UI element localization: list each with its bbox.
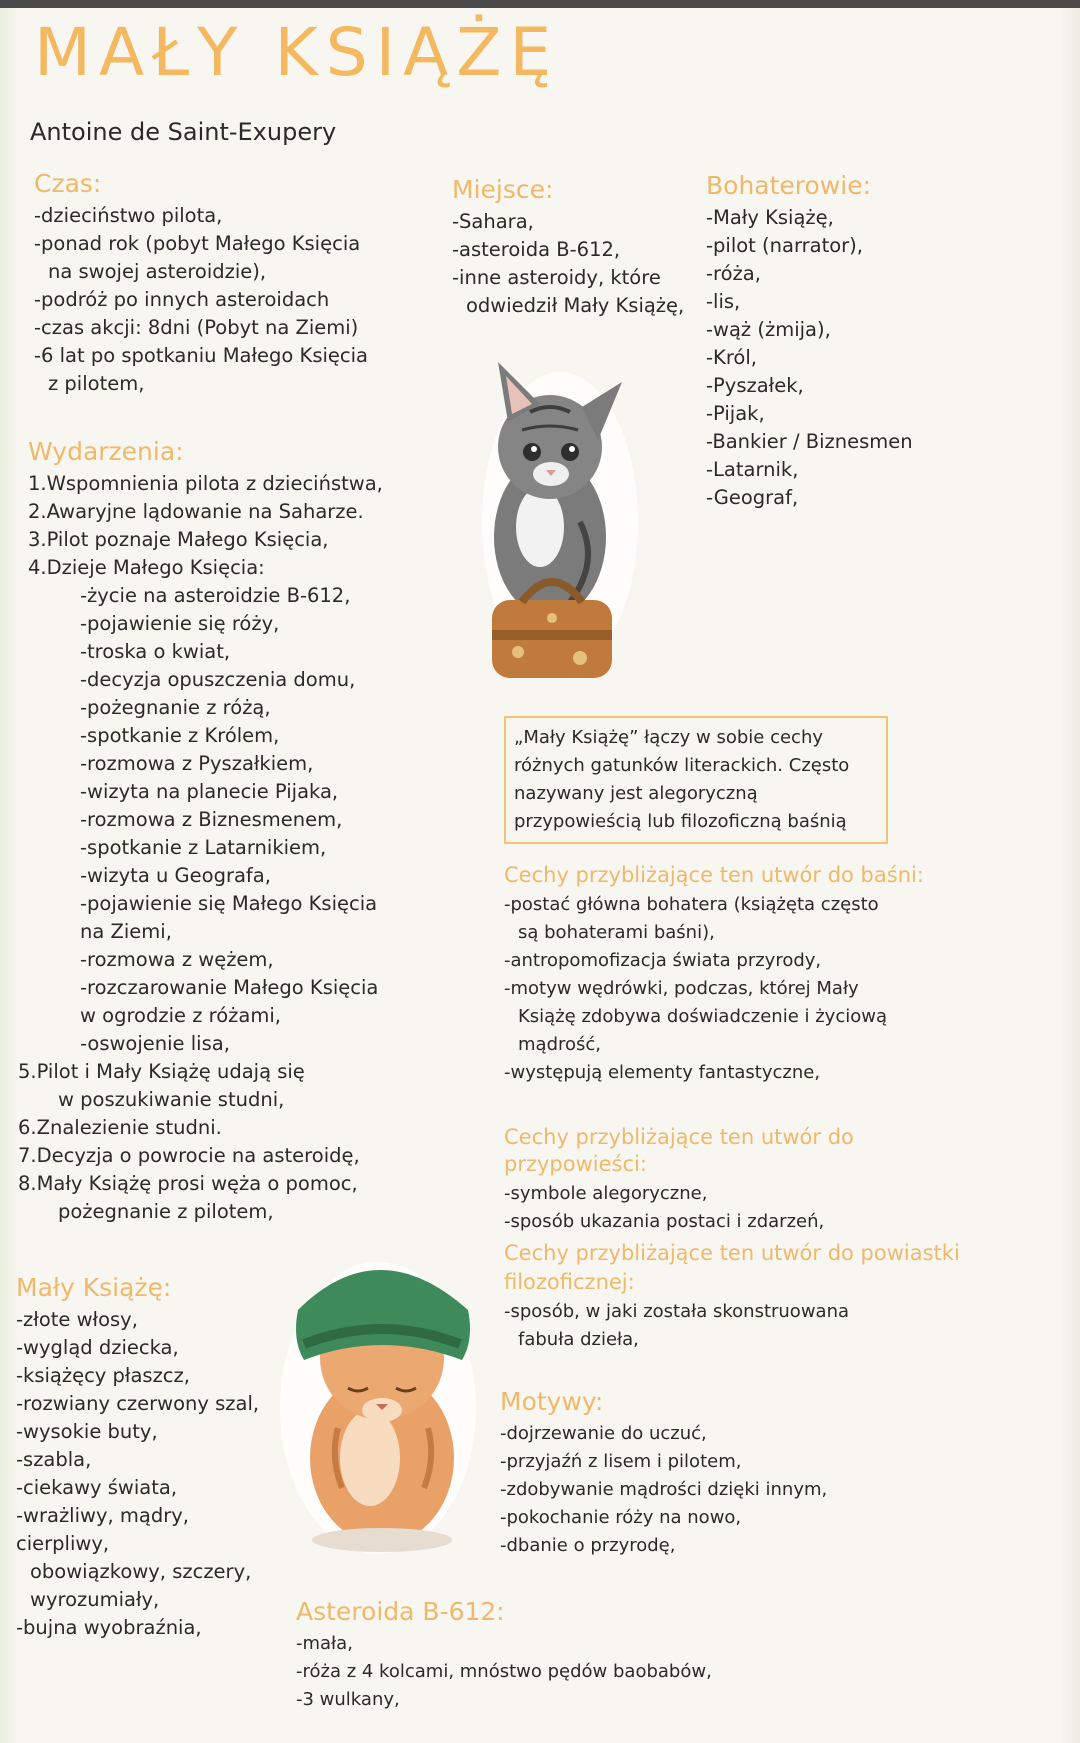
list-item: -dbanie o przyrodę, xyxy=(500,1535,676,1556)
list-item: -dojrzewanie do uczuć, xyxy=(500,1423,707,1444)
list-item: -czas akcji: 8dni (Pobyt na Ziemi) xyxy=(34,316,359,339)
heading-basn: Cechy przybliżające ten utwór do baśni: xyxy=(504,863,924,887)
heading-miejsce: Miejsce: xyxy=(452,175,554,204)
list-item: -postać główna bohatera (książęta często xyxy=(504,894,879,915)
list-item: 7.Decyzja o powrocie na asteroidę, xyxy=(18,1144,360,1167)
list-item: -podróż po innych asteroidach xyxy=(34,288,330,311)
list-item: -Pijak, xyxy=(706,402,765,425)
section-czas xyxy=(34,168,434,398)
list-powiastka xyxy=(504,1298,974,1354)
list-item: -asteroida B-612, xyxy=(452,238,621,261)
heading-maly-ksiaze: Mały Książę: xyxy=(16,1273,172,1302)
section-miejsce xyxy=(452,174,702,320)
section-bohaterowie xyxy=(706,170,966,512)
top-edge xyxy=(0,0,1080,8)
list-item: -wizyta na planecie Pijaka, xyxy=(80,780,339,803)
list-item: -Pyszałek, xyxy=(706,374,804,397)
list-item: 1.Wspomnienia pilota z dzieciństwa, xyxy=(28,472,383,495)
list-item: -pożegnanie z różą, xyxy=(80,696,271,719)
list-item: obowiązkowy, szczery, xyxy=(30,1560,252,1583)
list-item: -pilot (narrator), xyxy=(706,234,863,257)
list-item: -sposób, w jaki została skonstruowana xyxy=(504,1301,850,1322)
list-item: -przyjaźń z lisem i pilotem, xyxy=(500,1451,742,1472)
list-item: -rozmowa z Pyszałkiem, xyxy=(80,752,314,775)
list-item: -Król, xyxy=(706,346,757,369)
list-item: -rozczarowanie Małego Księcia xyxy=(80,976,379,999)
list-item: -wysokie buty, xyxy=(16,1420,158,1443)
list-item: -dzieciństwo pilota, xyxy=(34,204,223,227)
list-item: -symbole alegoryczne, xyxy=(504,1183,708,1204)
list-item: 3.Pilot poznaje Małego Księcia, xyxy=(28,528,329,551)
genre-quote-box: „Mały Książę” łączy w sobie cechy różnych gatunków literackich. Często nazywany jest alegoryczną przypowieścią lub filozoficzną baśnią xyxy=(504,716,888,844)
list-item: 2.Awaryjne lądowanie na Saharze. xyxy=(28,500,364,523)
list-item: -bujna wyobraźnia, xyxy=(16,1616,202,1639)
list-item: w poszukiwanie studni, xyxy=(58,1088,285,1111)
list-item: w ogrodzie z różami, xyxy=(80,1004,281,1027)
list-maly-ksiaze xyxy=(16,1306,286,1642)
list-item: odwiedził Mały Książę, xyxy=(466,294,685,317)
list-item: -oswojenie lisa, xyxy=(80,1032,230,1055)
heading-przypowiesc: Cechy przybliżające ten utwór do przypowieści: xyxy=(504,1125,854,1176)
list-item: -róża z 4 kolcami, mnóstwo pędów baobabów, xyxy=(296,1661,712,1682)
grey-kitten-sticker-icon xyxy=(470,352,650,692)
list-item: z pilotem, xyxy=(48,372,145,395)
heading-bohaterowie: Bohaterowie: xyxy=(706,171,872,200)
list-item: -złote włosy, xyxy=(16,1308,138,1331)
list-item: -Mały Książę, xyxy=(706,206,834,229)
list-item: -wygląd dziecka, xyxy=(16,1336,179,1359)
section-basn xyxy=(504,862,974,1087)
page-title: MAŁY KSIĄŻĘ xyxy=(34,14,560,91)
list-item: -pojawienie się Małego Księcia xyxy=(80,892,378,915)
list-item: -książęcy płaszcz, xyxy=(16,1364,190,1387)
list-item: -róża, xyxy=(706,262,761,285)
list-item: -ponad rok (pobyt Małego Księcia xyxy=(34,232,361,255)
list-item: -wizyta u Geografa, xyxy=(80,864,271,887)
list-item: -wrażliwy, mądry, cierpliwy, xyxy=(16,1504,189,1555)
list-miejsce xyxy=(452,208,702,320)
list-item: -życie na asteroidzie B-612, xyxy=(80,584,351,607)
list-item: -spotkanie z Królem, xyxy=(80,724,280,747)
list-item: -pokochanie róży na nowo, xyxy=(500,1507,742,1528)
list-item: wyrozumiały, xyxy=(30,1588,160,1611)
list-wydarzenia-sub xyxy=(28,582,468,1058)
list-item: -ciekawy świata, xyxy=(16,1476,178,1499)
heading-asteroida: Asteroida B-612: xyxy=(296,1597,505,1626)
list-item: -3 wulkany, xyxy=(296,1689,400,1710)
list-item: -rozwiany czerwony szal, xyxy=(16,1392,260,1415)
orange-kitten-sticker-icon xyxy=(278,1248,488,1558)
list-item: -antropomofizacja świata przyrody, xyxy=(504,950,822,971)
list-item: 5.Pilot i Mały Książę udają się xyxy=(18,1060,305,1083)
list-motywy xyxy=(500,1420,970,1560)
list-item: -lis, xyxy=(706,290,741,313)
list-item: mądrość, xyxy=(518,1034,602,1055)
list-item: -występują elementy fantastyczne, xyxy=(504,1062,821,1083)
list-item: -pojawienie się róży, xyxy=(80,612,280,635)
list-item: fabuła dzieła, xyxy=(518,1329,639,1350)
list-item: -Sahara, xyxy=(452,210,534,233)
heading-czas: Czas: xyxy=(34,169,102,198)
list-item: na Ziemi, xyxy=(80,920,172,943)
list-item: -rozmowa z wężem, xyxy=(80,948,274,971)
list-item: -rozmowa z Biznesmenem, xyxy=(80,808,343,831)
list-item: -troska o kwiat, xyxy=(80,640,231,663)
heading-wydarzenia: Wydarzenia: xyxy=(28,437,184,466)
list-item: -decyzja opuszczenia domu, xyxy=(80,668,356,691)
list-czas xyxy=(34,202,434,398)
list-item: 6.Znalezienie studni. xyxy=(18,1116,222,1139)
section-maly-ksiaze xyxy=(16,1272,286,1642)
list-item: 8.Mały Książę prosi węża o pomoc, xyxy=(18,1172,358,1195)
list-item: -inne asteroidy, które xyxy=(452,266,661,289)
section-przypowiesc xyxy=(504,1124,974,1236)
list-item: pożegnanie z pilotem, xyxy=(58,1200,274,1223)
list-item: -spotkanie z Latarnikiem, xyxy=(80,836,327,859)
list-item: -mała, xyxy=(296,1633,353,1654)
list-przypowiesc xyxy=(504,1180,974,1236)
list-item: -motyw wędrówki, podczas, której Mały xyxy=(504,978,859,999)
list-item: 4.Dzieje Małego Księcia: xyxy=(28,556,265,579)
heading-motywy: Motywy: xyxy=(500,1387,604,1416)
list-asteroida xyxy=(296,1630,816,1714)
list-item: na swojej asteroidzie), xyxy=(48,260,267,283)
list-item: -Geograf, xyxy=(706,486,799,509)
heading-powiastka: Cechy przybliżające ten utwór do powiastki xyxy=(504,1241,960,1265)
list-item: -sposób ukazania postaci i zdarzeń, xyxy=(504,1211,825,1232)
section-asteroida xyxy=(296,1596,816,1714)
list-wydarzenia-end xyxy=(18,1058,468,1226)
list-basn xyxy=(504,891,974,1087)
list-wydarzenia-main xyxy=(28,470,468,582)
list-item: -6 lat po spotkaniu Małego Księcia xyxy=(34,344,368,367)
section-powiastka xyxy=(504,1240,974,1354)
list-item: -zdobywanie mądrości dzięki innym, xyxy=(500,1479,828,1500)
list-item: -Latarnik, xyxy=(706,458,799,481)
list-item: są bohaterami baśni), xyxy=(518,922,715,943)
list-item: Książę zdobywa doświadczenie i życiową xyxy=(518,1006,887,1027)
list-item: -Bankier / Biznesmen xyxy=(706,430,913,453)
heading-powiastka-cont: filozoficznej: xyxy=(504,1270,635,1294)
list-item: -wąż (żmija), xyxy=(706,318,831,341)
list-bohaterowie xyxy=(706,204,966,512)
list-item: -szabla, xyxy=(16,1448,92,1471)
section-motywy xyxy=(500,1386,970,1560)
author: Antoine de Saint-Exupery xyxy=(30,118,337,146)
section-wydarzenia xyxy=(18,436,468,1226)
